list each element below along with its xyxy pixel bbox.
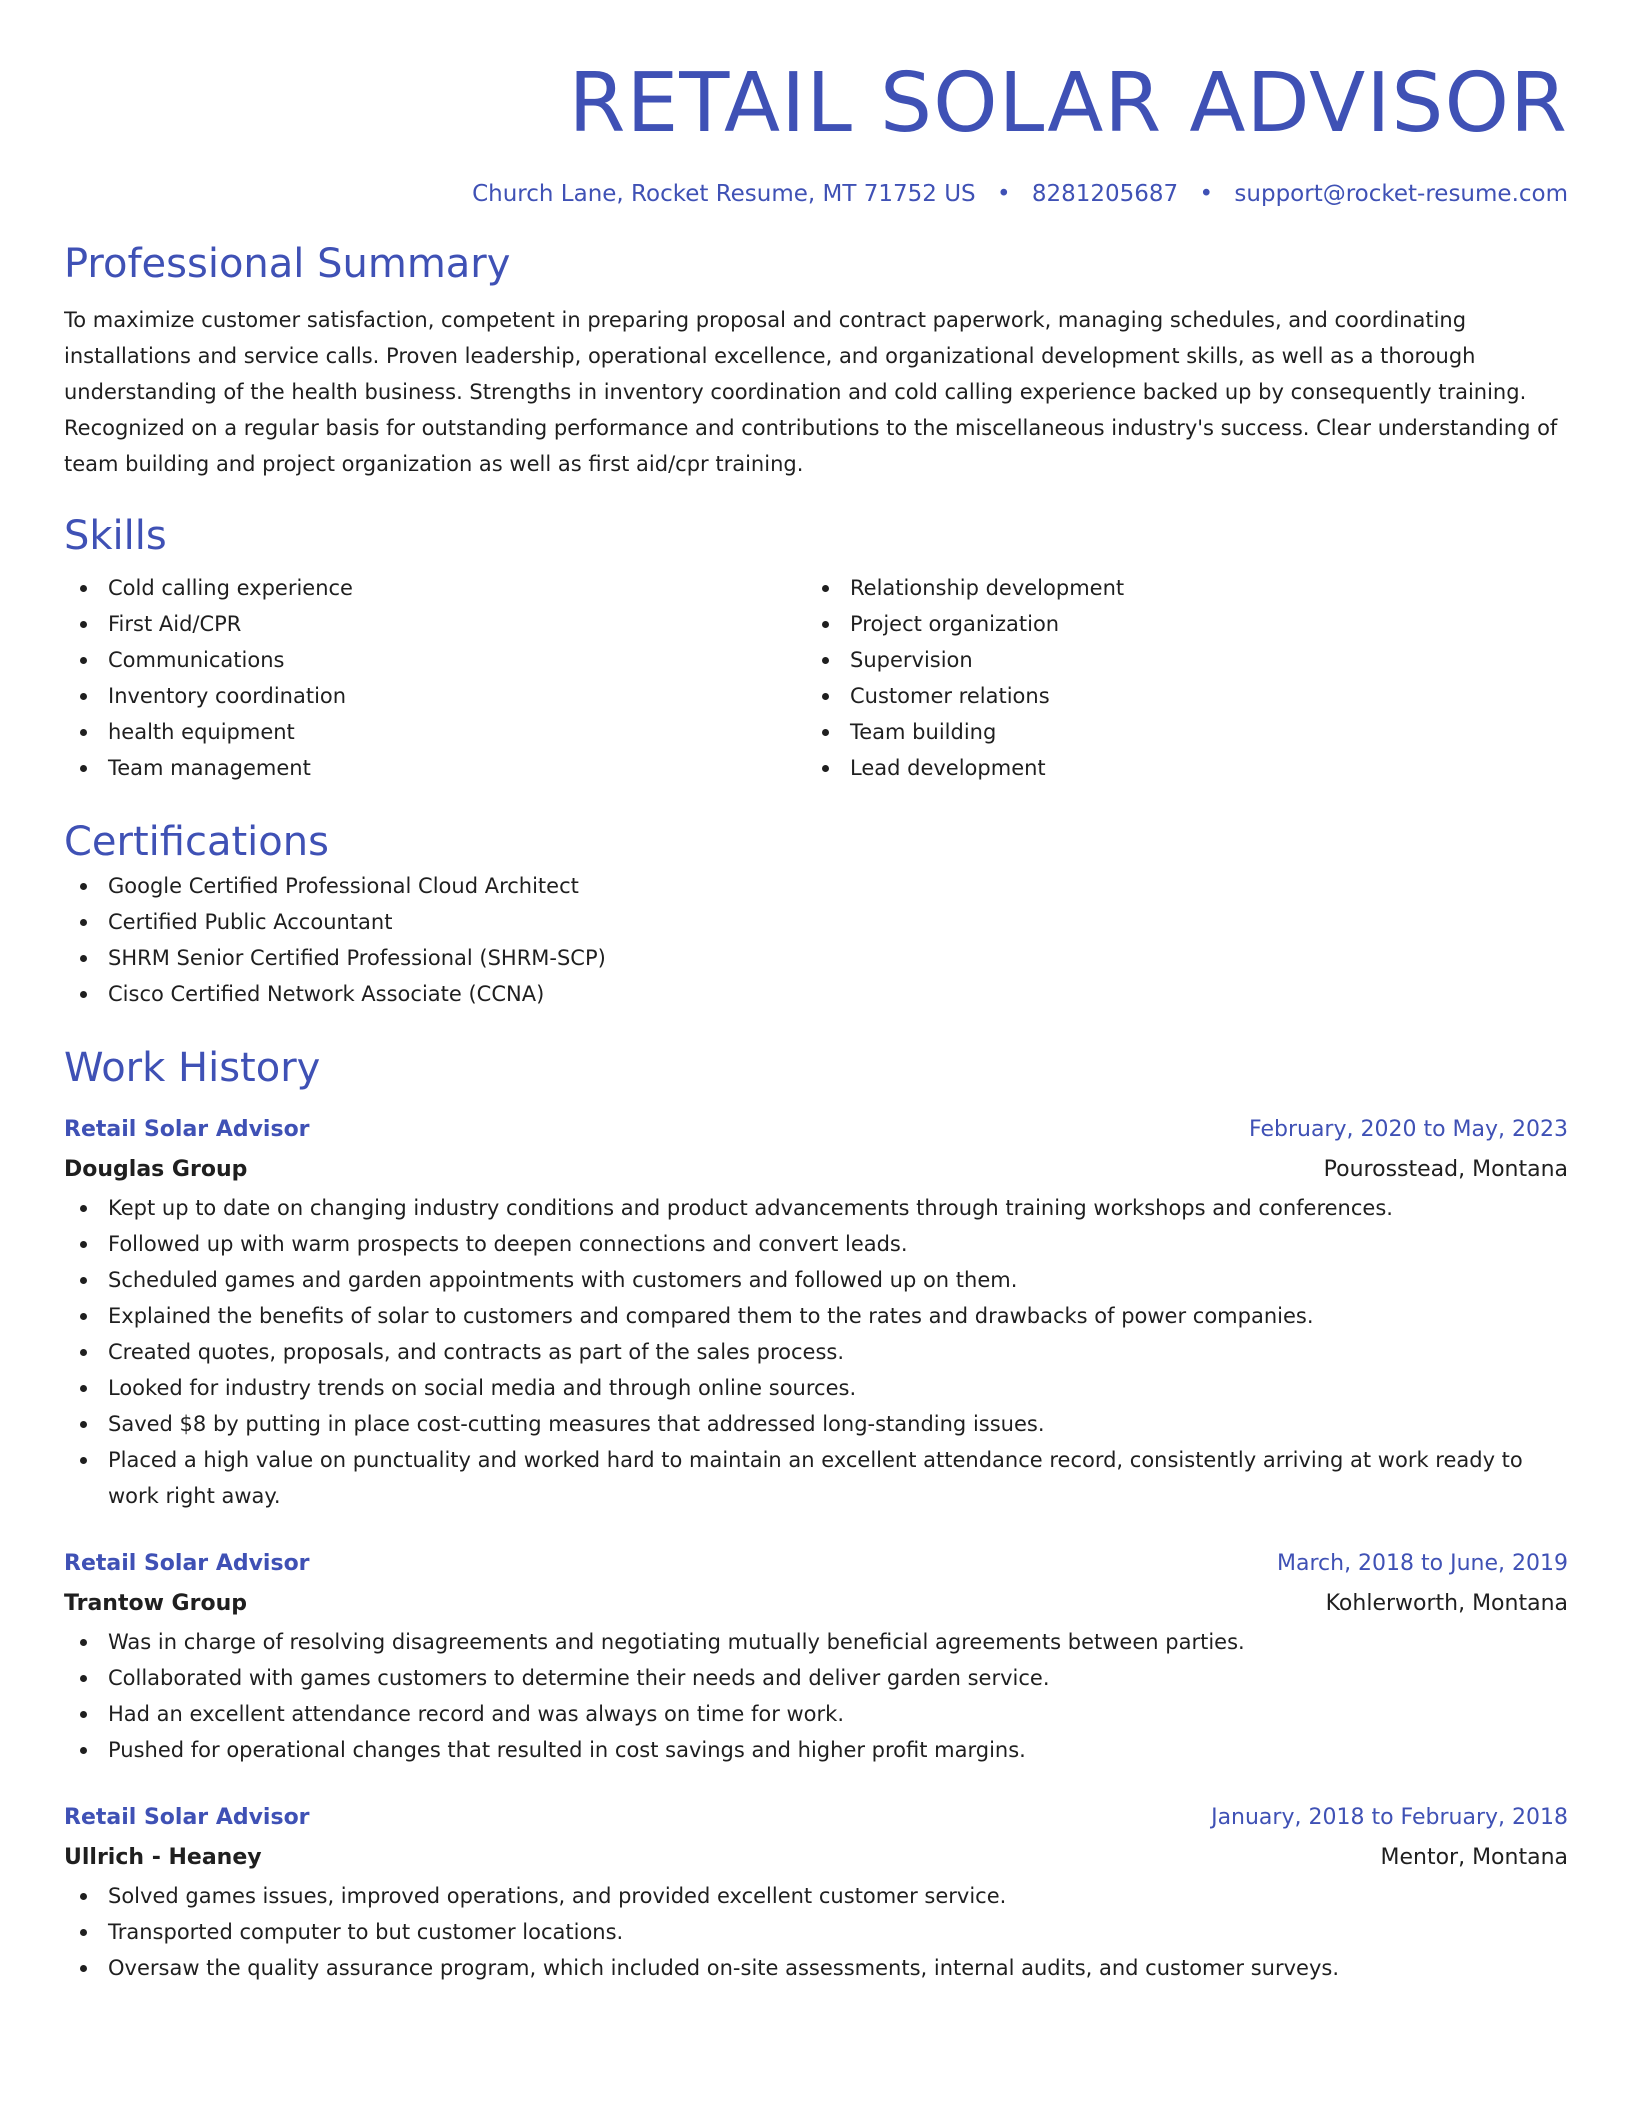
job-title-row (64, 1798, 1568, 1838)
skill-item: Lead development (806, 750, 1548, 786)
job-company: Douglas Group (64, 1157, 248, 1182)
skill-item: Team management (64, 750, 806, 786)
skill-item: health equipment (64, 714, 806, 750)
job-company-row (64, 1150, 1568, 1190)
job-bullet: Explained the benefits of solar to customers and compared them to the rates and drawbacks of power companies. (64, 1298, 1568, 1334)
job-bullet: Pushed for operational changes that resulted in cost savings and higher profit margins. (64, 1732, 1568, 1768)
job-bullet: Was in charge of resolving disagreements and negotiating mutually beneficial agreements between parties. (64, 1624, 1568, 1660)
job-dates: January, 2018 to February, 2018 (1211, 1805, 1568, 1830)
job-bullet: Followed up with warm prospects to deepen connections and convert leads. (64, 1226, 1568, 1262)
job-location: Pourosstead, Montana (1323, 1157, 1568, 1182)
contact-email: support@rocket-resume.com (1234, 181, 1568, 207)
certifications-heading: Certifications (64, 819, 329, 865)
certification-item: Certified Public Accountant (64, 904, 1568, 940)
skill-item: First Aid/CPR (64, 606, 806, 642)
job-company-row (64, 1838, 1568, 1878)
job-position: Retail Solar Advisor (64, 1805, 310, 1830)
job-bullet: Kept up to date on changing industry conditions and product advancements through training workshops and conferences. (64, 1190, 1568, 1226)
job-dates: February, 2020 to May, 2023 (1249, 1117, 1568, 1142)
job-bullet-list (64, 1624, 1568, 1768)
contact-line (64, 178, 1568, 210)
job-entry (64, 1544, 1568, 1768)
resume-header (64, 56, 1568, 210)
job-entry (64, 1798, 1568, 1986)
job-bullet: Looked for industry trends on social media and through online sources. (64, 1370, 1568, 1406)
contact-address: Church Lane, Rocket Resume, MT 71752 US (472, 181, 976, 207)
skill-item: Project organization (806, 606, 1548, 642)
job-bullet: Oversaw the quality assurance program, which included on-site assessments, internal audits, and customer surveys. (64, 1950, 1568, 1986)
skills-heading: Skills (64, 513, 167, 559)
skill-item: Communications (64, 642, 806, 678)
skills-right-list (806, 570, 1548, 786)
job-bullet: Collaborated with games customers to determine their needs and deliver garden service. (64, 1660, 1568, 1696)
skill-item: Cold calling experience (64, 570, 806, 606)
job-bullet: Placed a high value on punctuality and worked hard to maintain an excellent attendance record, consistently arriving at work ready to work right away. (64, 1442, 1568, 1514)
skill-item: Customer relations (806, 678, 1548, 714)
job-company: Trantow Group (64, 1591, 247, 1616)
skill-item: Relationship development (806, 570, 1548, 606)
summary-text: To maximize customer satisfaction, competent in preparing proposal and contract paperwork, managing schedules, and coordinating installations and service calls. Proven leadership, operational excellence, and organizational development skills, as well as a thorough understanding of the health business. Strengths in inventory coordination and cold calling experience backed up by consequently training. Recognized on a regular basis for outstanding performance and contributions to the miscellaneous industry's success. Clear understanding of team building and project organization as well as first aid/cpr training. (64, 308, 1558, 476)
skills-left-list (64, 570, 806, 786)
job-bullet: Had an excellent attendance record and was always on time for work. (64, 1696, 1568, 1732)
contact-phone: 8281205687 (1031, 181, 1179, 207)
job-bullet: Scheduled games and garden appointments with customers and followed up on them. (64, 1262, 1568, 1298)
resume-page (64, 0, 1568, 2112)
certification-item: Cisco Certified Network Associate (CCNA) (64, 976, 1568, 1012)
skill-item: Supervision (806, 642, 1548, 678)
certifications-list (64, 868, 1568, 1012)
job-bullet-list (64, 1190, 1568, 1514)
job-dates: March, 2018 to June, 2019 (1277, 1551, 1568, 1576)
skill-item: Inventory coordination (64, 678, 806, 714)
job-location: Kohlerworth, Montana (1325, 1591, 1568, 1616)
job-location: Mentor, Montana (1380, 1845, 1568, 1870)
contact-separator: • (1199, 181, 1214, 207)
work-history-heading: Work History (64, 1045, 321, 1091)
job-bullet: Solved games issues, improved operations, and provided excellent customer service. (64, 1878, 1568, 1914)
job-title-row (64, 1544, 1568, 1584)
contact-separator: • (996, 181, 1011, 207)
certification-item: SHRM Senior Certified Professional (SHRM-SCP) (64, 940, 1568, 976)
summary-heading: Professional Summary (64, 241, 511, 287)
certification-item: Google Certified Professional Cloud Architect (64, 868, 1568, 904)
job-position: Retail Solar Advisor (64, 1117, 310, 1142)
job-bullet: Transported computer to but customer locations. (64, 1914, 1568, 1950)
resume-title: RETAIL SOLAR ADVISOR (568, 56, 1568, 151)
job-bullet: Created quotes, proposals, and contracts as part of the sales process. (64, 1334, 1568, 1370)
job-bullet: Saved $8 by putting in place cost-cutting measures that addressed long-standing issues. (64, 1406, 1568, 1442)
skills-grid (64, 570, 1568, 786)
skill-item: Team building (806, 714, 1548, 750)
job-title-row (64, 1110, 1568, 1150)
job-position: Retail Solar Advisor (64, 1551, 310, 1576)
job-entry (64, 1110, 1568, 1514)
job-company-row (64, 1584, 1568, 1624)
job-company: Ullrich - Heaney (64, 1845, 262, 1870)
job-bullet-list (64, 1878, 1568, 1986)
